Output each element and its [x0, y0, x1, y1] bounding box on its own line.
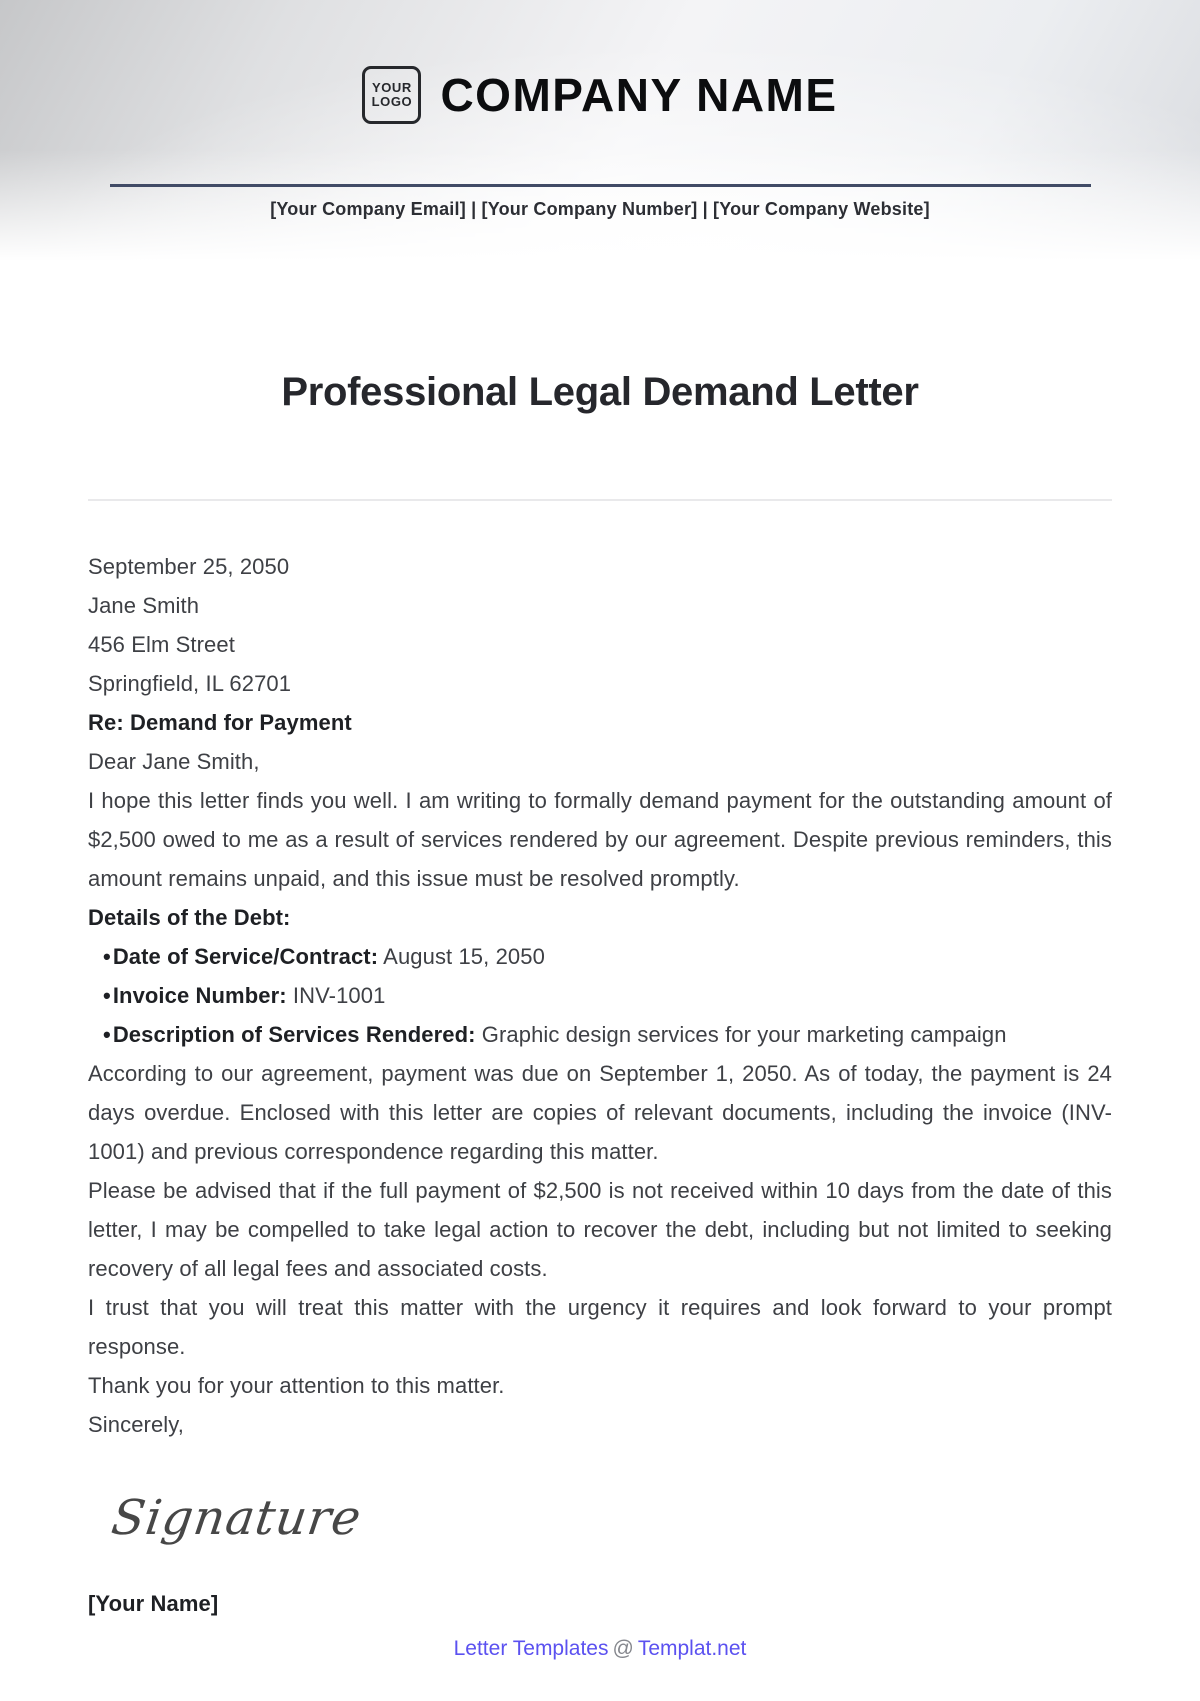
footer-link-templat-net[interactable]: Templat.net — [637, 1637, 747, 1660]
paragraph-thanks: Thank you for your attention to this matter. — [88, 1373, 505, 1398]
detail-label: Date of Service/Contract: — [112, 944, 379, 969]
paragraph-trust: I trust that you will treat this matter with the urgency it requires and look forward to your prompt response. — [88, 1295, 1112, 1359]
letter-body — [88, 547, 1112, 1623]
detail-value: August 15, 2050 — [383, 944, 545, 969]
signature-block — [88, 1470, 1112, 1566]
brand-row — [0, 0, 1200, 124]
letter-date: September 25, 2050 — [88, 554, 290, 579]
detail-value: INV-1001 — [292, 983, 386, 1008]
subject-line: Re: Demand for Payment — [88, 710, 352, 735]
detail-label: Description of Services Rendered: — [112, 1022, 476, 1047]
letterhead-divider — [110, 184, 1091, 187]
footer-link-letter-templates[interactable]: Letter Templates — [453, 1637, 609, 1660]
recipient-name: Jane Smith — [88, 593, 200, 618]
letterhead — [0, 0, 1200, 272]
sender-name: [Your Name] — [88, 1591, 219, 1616]
closing: Sincerely, — [88, 1412, 184, 1437]
bullet-icon: • — [103, 983, 111, 1008]
detail-value: Graphic design services for your marketing campaign — [481, 1022, 1007, 1047]
bullet-icon: • — [103, 944, 111, 969]
logo-text-line2: LOGO — [371, 94, 413, 109]
details-heading: Details of the Debt: — [88, 905, 291, 930]
paragraph-overdue: According to our agreement, payment was due on September 1, 2050. As of today, the payment is 24 days overdue. Enclosed with this letter are copies of relevant documents, including the invoice (INV-1001) and previous correspondence regarding this matter. — [88, 1061, 1112, 1164]
logo-text-line1: YOUR — [371, 80, 412, 96]
page-footer — [0, 1637, 1200, 1661]
signature-script: Signature — [108, 1489, 366, 1546]
company-logo-icon — [362, 66, 421, 124]
detail-label: Invoice Number: — [112, 983, 287, 1008]
paragraph-warning: Please be advised that if the full payment of $2,500 is not received within 10 days from the date of this letter, I may be compelled to take legal action to recover the debt, including but not limited to seeking recovery of all legal fees and associated costs. — [88, 1178, 1112, 1281]
company-name: COMPANY NAME — [440, 69, 838, 121]
recipient-street: 456 Elm Street — [88, 632, 235, 657]
page-title: Professional Legal Demand Letter — [281, 370, 919, 414]
footer-separator: @ — [612, 1637, 634, 1660]
title-divider — [88, 499, 1112, 501]
list-item — [88, 976, 1112, 1015]
bullet-icon: • — [103, 1022, 111, 1047]
list-item — [88, 937, 1112, 976]
debt-details-list — [88, 937, 1112, 1054]
list-item — [88, 1015, 1112, 1054]
recipient-city: Springfield, IL 62701 — [88, 671, 292, 696]
company-contact-line: [Your Company Email] | [Your Company Number] | [Your Company Website] — [270, 199, 930, 219]
paragraph-intro: I hope this letter finds you well. I am writing to formally demand payment for the outstanding amount of $2,500 owed to me as a result of services rendered by our agreement. Despite previous reminders, this amount remains unpaid, and this issue must be resolved promptly. — [88, 788, 1112, 891]
salutation: Dear Jane Smith, — [88, 749, 260, 774]
